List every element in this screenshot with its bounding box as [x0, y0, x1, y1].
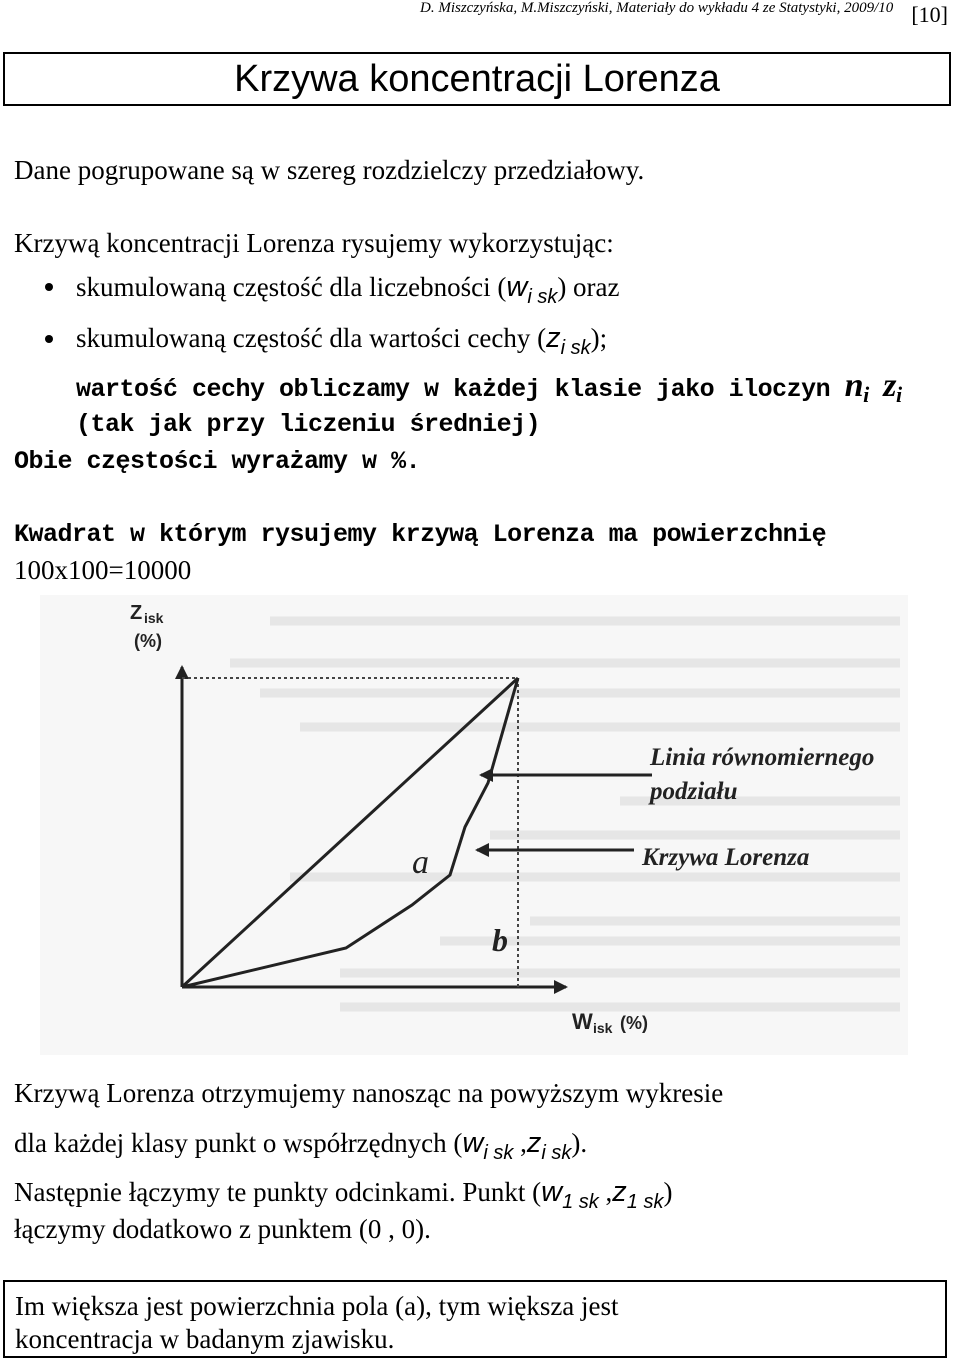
- after-chart-line3: [14, 1177, 672, 1217]
- var-z-coord-sub: i sk: [541, 1142, 572, 1164]
- var-zi-letter: z: [883, 367, 896, 404]
- var-z-coord-letter: z: [526, 1127, 542, 1159]
- draw-intro-text: Krzywą koncentracji Lorenza rysujemy wykorzystując:: [14, 228, 614, 258]
- square-line2: 100x100=10000: [14, 555, 192, 585]
- title-box: [3, 52, 951, 106]
- coord-separator-1: ,: [598, 1177, 613, 1207]
- after-chart-line1: Krzywą Lorenza otrzymujemy nanosząc na powyższym wykresie: [14, 1078, 724, 1108]
- square-line1: Kwadrat w którym rysujemy krzywą Lorenza ma powierzchnię: [14, 520, 827, 549]
- x-axis-label-sub: isk: [593, 1020, 613, 1036]
- legend-lorenz-curve: Krzywa Lorenza: [642, 844, 810, 871]
- var-n: [844, 367, 869, 407]
- value-note-text: wartość cechy obliczamy w każdej klasie jako iloczyn: [76, 375, 845, 404]
- y-axis-label-sub: isk: [144, 610, 164, 626]
- var-zi: [883, 367, 902, 407]
- y-axis-label-main: Z: [130, 602, 143, 624]
- var-z-letter: z: [546, 322, 561, 354]
- after-chart-line3-pre: Następnie łączymy te punkty odcinkami. Punkt (: [14, 1177, 542, 1207]
- var-z-sub: i sk: [560, 337, 591, 359]
- after-chart-line2-post: ).: [571, 1128, 588, 1158]
- var-z: [546, 322, 591, 359]
- value-note-line2: (tak jak przy liczeniu średniej): [76, 410, 541, 439]
- x-axis-label-main: W: [572, 1009, 593, 1034]
- var-z1-letter: z: [612, 1176, 627, 1208]
- legend-equality-line1: Linia równomiernego: [650, 744, 875, 771]
- var-w1-sub: 1 sk: [562, 1191, 599, 1213]
- var-z1: [612, 1176, 664, 1213]
- header-source: D. Miszczyńska, M.Miszczyński, Materiały do wykładu 4 ze Statystyki, 2009/10: [420, 0, 894, 16]
- bullet-1-pre: skumulowaną częstość dla liczebności (: [76, 272, 507, 302]
- var-w-coord-sub: i sk: [483, 1142, 514, 1164]
- var-n-sub: i: [863, 382, 869, 407]
- lorenz-figure: [40, 595, 908, 1055]
- var-z1-sub: 1 sk: [626, 1191, 664, 1213]
- bullet-item-2: [76, 323, 607, 363]
- legend-equality-line2: podziału: [650, 778, 738, 805]
- var-zi-sub: i: [895, 382, 902, 407]
- var-w-sub: i sk: [527, 286, 558, 308]
- var-w-letter: w: [506, 271, 528, 303]
- bullet-dot: [45, 283, 53, 291]
- var-w-coord-letter: w: [462, 1127, 484, 1159]
- after-chart-line4: łączymy dodatkowo z punktem (0 , 0).: [14, 1214, 431, 1244]
- var-w1-letter: w: [541, 1176, 563, 1208]
- bullet-1-post: ) oraz: [557, 272, 620, 302]
- page-title: Krzywa koncentracji Lorenza: [234, 57, 720, 100]
- conclusion-line1: Im większa jest powierzchnia pola (a), tym większa jest: [15, 1291, 619, 1321]
- after-chart-line3-post: ): [663, 1177, 673, 1207]
- area-label-b: b: [492, 922, 508, 958]
- x-axis-label-unit: (%): [620, 1013, 648, 1033]
- value-note-line3: Obie częstości wyrażamy w %.: [14, 447, 421, 476]
- var-n-letter: n: [844, 367, 864, 404]
- page-number: [10]: [911, 2, 948, 27]
- value-note-line1: [76, 367, 902, 410]
- after-chart-line2: [14, 1128, 587, 1168]
- var-z-coord: [526, 1127, 572, 1164]
- intro-text: Dane pogrupowane są w szereg rozdzielczy przedziałowy.: [14, 155, 645, 185]
- var-w1: [541, 1176, 599, 1213]
- var-w: [506, 271, 558, 308]
- conclusion-line2: koncentracja w badanym zjawisku.: [15, 1324, 395, 1354]
- y-axis-label-unit: (%): [134, 631, 162, 651]
- after-chart-line2-pre: dla każdej klasy punkt o współrzędnych (: [14, 1128, 463, 1158]
- var-w-coord: [462, 1127, 514, 1164]
- conclusion-box: [3, 1280, 947, 1358]
- bullet-2-pre: skumulowaną częstość dla wartości cechy (: [76, 323, 547, 353]
- bullet-item-1: [76, 272, 620, 312]
- coord-separator: ,: [513, 1128, 527, 1158]
- bullet-dot: [45, 335, 53, 343]
- bullet-2-post: );: [590, 323, 608, 353]
- area-label-a: a: [412, 844, 429, 881]
